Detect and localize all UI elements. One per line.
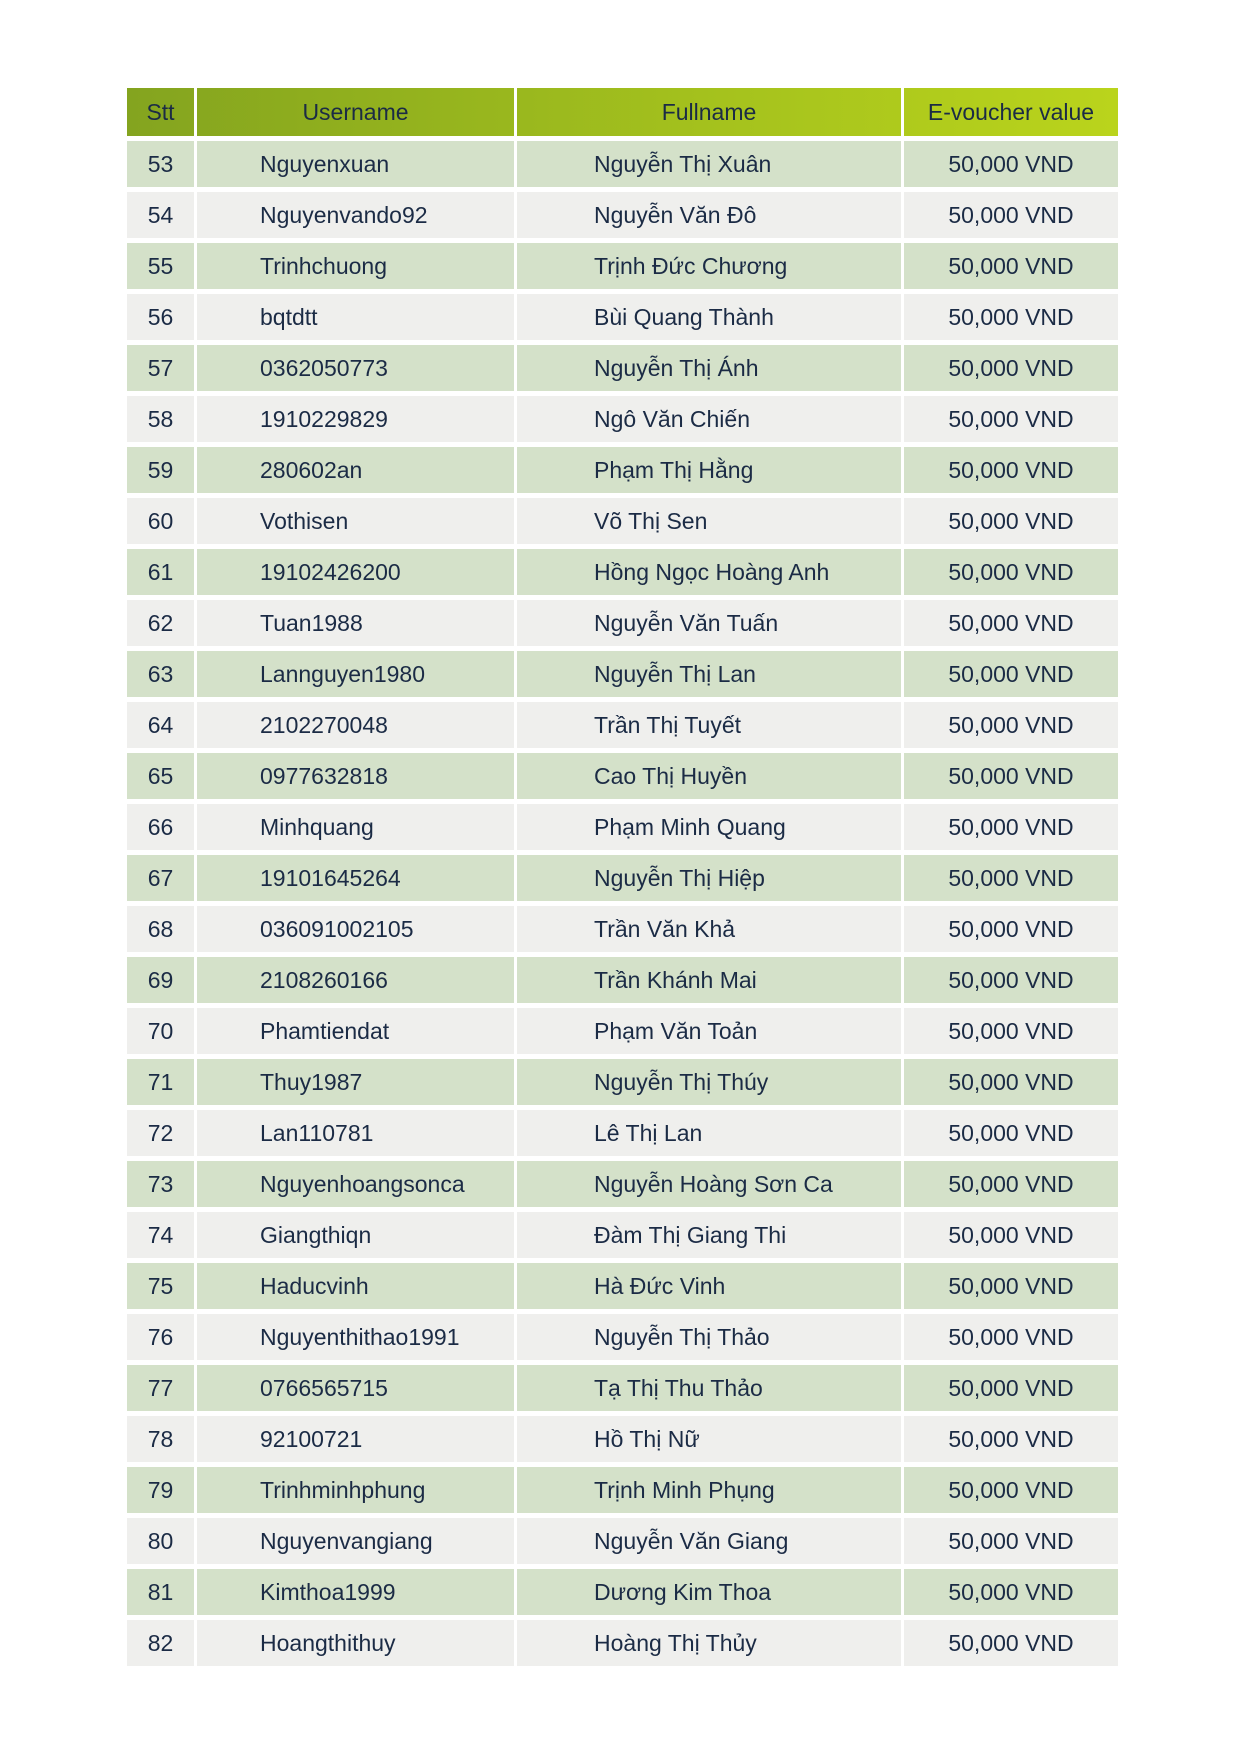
row-fullname-cell: Trần Văn Khả: [517, 906, 904, 952]
table-row: [127, 1569, 1118, 1615]
row-fullname-cell: Trịnh Đức Chương: [517, 243, 904, 289]
row-stt-cell: 59: [127, 447, 197, 493]
row-username-cell: Hoangthithuy: [197, 1620, 517, 1666]
header-username: Username: [197, 88, 517, 136]
row-stt-cell: 72: [127, 1110, 197, 1156]
row-voucher-value-cell: 50,000 VND: [948, 1578, 1074, 1605]
row-fullname-cell: Nguyễn Thị Lan: [517, 651, 904, 697]
table-row: [127, 600, 1118, 646]
row-username-cell: Phamtiendat: [197, 1008, 517, 1054]
row-username-cell: bqtdtt: [197, 294, 517, 340]
row-voucher-value-cell: 50,000 VND: [948, 1068, 1074, 1095]
table-row: [127, 804, 1118, 850]
header-fullname: Fullname: [517, 88, 904, 136]
row-fullname-cell: Đàm Thị Giang Thi: [517, 1212, 904, 1258]
row-voucher-value-cell: 50,000 VND: [948, 813, 1074, 840]
row-stt-cell: 67: [127, 855, 197, 901]
row-fullname-cell: Cao Thị Huyền: [517, 753, 904, 799]
row-voucher-value-cell: 50,000 VND: [948, 1119, 1074, 1146]
row-voucher-value-cell: 50,000 VND: [948, 609, 1074, 636]
row-stt-cell: 78: [127, 1416, 197, 1462]
row-fullname-cell: Ngô Văn Chiến: [517, 396, 904, 442]
row-username-cell: 2102270048: [197, 702, 517, 748]
row-fullname-cell: Tạ Thị Thu Thảo: [517, 1365, 904, 1411]
row-stt-cell: 60: [127, 498, 197, 544]
row-fullname-cell: Lê Thị Lan: [517, 1110, 904, 1156]
table-row: [127, 1059, 1118, 1105]
table-row: [127, 1314, 1118, 1360]
row-voucher-value-cell: 50,000 VND: [948, 1272, 1074, 1299]
row-voucher-value-cell: 50,000 VND: [948, 864, 1074, 891]
row-voucher-value-cell: 50,000 VND: [948, 456, 1074, 483]
header-stt: Stt: [127, 88, 197, 136]
table-row: [127, 345, 1118, 391]
row-voucher-value-cell: 50,000 VND: [948, 915, 1074, 942]
row-stt-cell: 63: [127, 651, 197, 697]
row-stt-cell: 55: [127, 243, 197, 289]
row-username-cell: Nguyenvando92: [197, 192, 517, 238]
row-stt-cell: 54: [127, 192, 197, 238]
table-row: [127, 243, 1118, 289]
row-fullname-cell: Nguyễn Thị Thúy: [517, 1059, 904, 1105]
row-username-cell: 280602an: [197, 447, 517, 493]
table-row: [127, 855, 1118, 901]
row-username-cell: 2108260166: [197, 957, 517, 1003]
row-username-cell: Trinhminhphung: [197, 1467, 517, 1513]
row-fullname-cell: Bùi Quang Thành: [517, 294, 904, 340]
row-username-cell: Nguyenhoangsonca: [197, 1161, 517, 1207]
row-username-cell: 19101645264: [197, 855, 517, 901]
table-row: [127, 753, 1118, 799]
row-stt-cell: 79: [127, 1467, 197, 1513]
row-voucher-value-cell: 50,000 VND: [948, 354, 1074, 381]
row-stt-cell: 53: [127, 141, 197, 187]
row-username-cell: Thuy1987: [197, 1059, 517, 1105]
row-voucher-value-cell: 50,000 VND: [948, 1374, 1074, 1401]
row-stt-cell: 65: [127, 753, 197, 799]
row-stt-cell: 66: [127, 804, 197, 850]
row-voucher-value-cell: 50,000 VND: [948, 201, 1074, 228]
row-stt-cell: 70: [127, 1008, 197, 1054]
row-stt-cell: 69: [127, 957, 197, 1003]
table-row: [127, 651, 1118, 697]
row-stt-cell: 74: [127, 1212, 197, 1258]
row-voucher-value-cell: 50,000 VND: [948, 1221, 1074, 1248]
row-voucher-value-cell: 50,000 VND: [948, 405, 1074, 432]
row-voucher-value-cell: 50,000 VND: [948, 1323, 1074, 1350]
row-fullname-cell: Hà Đức Vinh: [517, 1263, 904, 1309]
row-fullname-cell: Phạm Minh Quang: [517, 804, 904, 850]
table-row: [127, 396, 1118, 442]
table-row: [127, 702, 1118, 748]
row-fullname-cell: Hồ Thị Nữ: [517, 1416, 904, 1462]
row-username-cell: Nguyenthithao1991: [197, 1314, 517, 1360]
row-username-cell: 0766565715: [197, 1365, 517, 1411]
table-row: [127, 192, 1118, 238]
table-row: [127, 549, 1118, 595]
table-row: [127, 447, 1118, 493]
row-fullname-cell: Phạm Văn Toản: [517, 1008, 904, 1054]
table-row: [127, 141, 1118, 187]
table-row: [127, 1416, 1118, 1462]
row-voucher-value-cell: 50,000 VND: [948, 1017, 1074, 1044]
row-stt-cell: 75: [127, 1263, 197, 1309]
row-username-cell: 0362050773: [197, 345, 517, 391]
table-row: [127, 1365, 1118, 1411]
row-stt-cell: 68: [127, 906, 197, 952]
row-stt-cell: 77: [127, 1365, 197, 1411]
row-username-cell: Lannguyen1980: [197, 651, 517, 697]
row-stt-cell: 61: [127, 549, 197, 595]
row-username-cell: Nguyenxuan: [197, 141, 517, 187]
table-body: [127, 141, 1118, 1666]
row-stt-cell: 80: [127, 1518, 197, 1564]
row-voucher-value-cell: 50,000 VND: [948, 1170, 1074, 1197]
row-username-cell: 1910229829: [197, 396, 517, 442]
row-stt-cell: 56: [127, 294, 197, 340]
row-stt-cell: 73: [127, 1161, 197, 1207]
row-username-cell: Minhquang: [197, 804, 517, 850]
table-row: [127, 1161, 1118, 1207]
row-voucher-value-cell: 50,000 VND: [948, 762, 1074, 789]
row-fullname-cell: Phạm Thị Hằng: [517, 447, 904, 493]
row-voucher-value-cell: 50,000 VND: [948, 303, 1074, 330]
row-username-cell: Nguyenvangiang: [197, 1518, 517, 1564]
table-row: [127, 1518, 1118, 1564]
table-row: [127, 1110, 1118, 1156]
row-fullname-cell: Nguyễn Thị Xuân: [517, 141, 904, 187]
row-fullname-cell: Dương Kim Thoa: [517, 1569, 904, 1615]
row-fullname-cell: Nguyễn Văn Giang: [517, 1518, 904, 1564]
row-fullname-cell: Võ Thị Sen: [517, 498, 904, 544]
row-username-cell: Tuan1988: [197, 600, 517, 646]
row-stt-cell: 64: [127, 702, 197, 748]
row-fullname-cell: Nguyễn Thị Ánh: [517, 345, 904, 391]
row-voucher-value-cell: 50,000 VND: [948, 1425, 1074, 1452]
row-voucher-value-cell: 50,000 VND: [948, 507, 1074, 534]
table-row: [127, 957, 1118, 1003]
row-username-cell: Vothisen: [197, 498, 517, 544]
table-row: [127, 1212, 1118, 1258]
row-fullname-cell: Nguyễn Hoàng Sơn Ca: [517, 1161, 904, 1207]
table-row: [127, 1263, 1118, 1309]
row-fullname-cell: Trần Thị Tuyết: [517, 702, 904, 748]
row-username-cell: 036091002105: [197, 906, 517, 952]
row-username-cell: 0977632818: [197, 753, 517, 799]
row-stt-cell: 76: [127, 1314, 197, 1360]
row-fullname-cell: Nguyễn Thị Hiệp: [517, 855, 904, 901]
table-row: [127, 906, 1118, 952]
row-stt-cell: 57: [127, 345, 197, 391]
row-username-cell: 19102426200: [197, 549, 517, 595]
row-stt-cell: 81: [127, 1569, 197, 1615]
row-stt-cell: 58: [127, 396, 197, 442]
row-fullname-cell: Nguyễn Văn Đô: [517, 192, 904, 238]
row-username-cell: Trinhchuong: [197, 243, 517, 289]
table-header-row: [127, 88, 1118, 136]
row-voucher-value-cell: 50,000 VND: [948, 711, 1074, 738]
row-username-cell: 92100721: [197, 1416, 517, 1462]
row-voucher-value-cell: 50,000 VND: [948, 252, 1074, 279]
row-username-cell: Giangthiqn: [197, 1212, 517, 1258]
row-stt-cell: 62: [127, 600, 197, 646]
row-fullname-cell: Nguyễn Thị Thảo: [517, 1314, 904, 1360]
table-row: [127, 294, 1118, 340]
row-voucher-value-cell: 50,000 VND: [948, 660, 1074, 687]
row-voucher-value-cell: 50,000 VND: [948, 1476, 1074, 1503]
row-fullname-cell: Nguyễn Văn Tuấn: [517, 600, 904, 646]
row-fullname-cell: Trần Khánh Mai: [517, 957, 904, 1003]
row-fullname-cell: Trịnh Minh Phụng: [517, 1467, 904, 1513]
evoucher-winner-table: [127, 88, 1118, 1666]
row-voucher-value-cell: 50,000 VND: [948, 966, 1074, 993]
table-row: [127, 498, 1118, 544]
row-username-cell: Lan110781: [197, 1110, 517, 1156]
row-voucher-value-cell: 50,000 VND: [948, 558, 1074, 585]
table-row: [127, 1008, 1118, 1054]
table-row: [127, 1467, 1118, 1513]
header-evoucher-value: E-voucher value: [927, 98, 1095, 125]
row-fullname-cell: Hồng Ngọc Hoàng Anh: [517, 549, 904, 595]
row-stt-cell: 82: [127, 1620, 197, 1666]
row-voucher-value-cell: 50,000 VND: [948, 1629, 1074, 1656]
row-username-cell: Kimthoa1999: [197, 1569, 517, 1615]
table-row: [127, 1620, 1118, 1666]
row-voucher-value-cell: 50,000 VND: [948, 1527, 1074, 1554]
row-voucher-value-cell: 50,000 VND: [948, 150, 1074, 177]
row-username-cell: Haducvinh: [197, 1263, 517, 1309]
row-stt-cell: 71: [127, 1059, 197, 1105]
row-fullname-cell: Hoàng Thị Thủy: [517, 1620, 904, 1666]
